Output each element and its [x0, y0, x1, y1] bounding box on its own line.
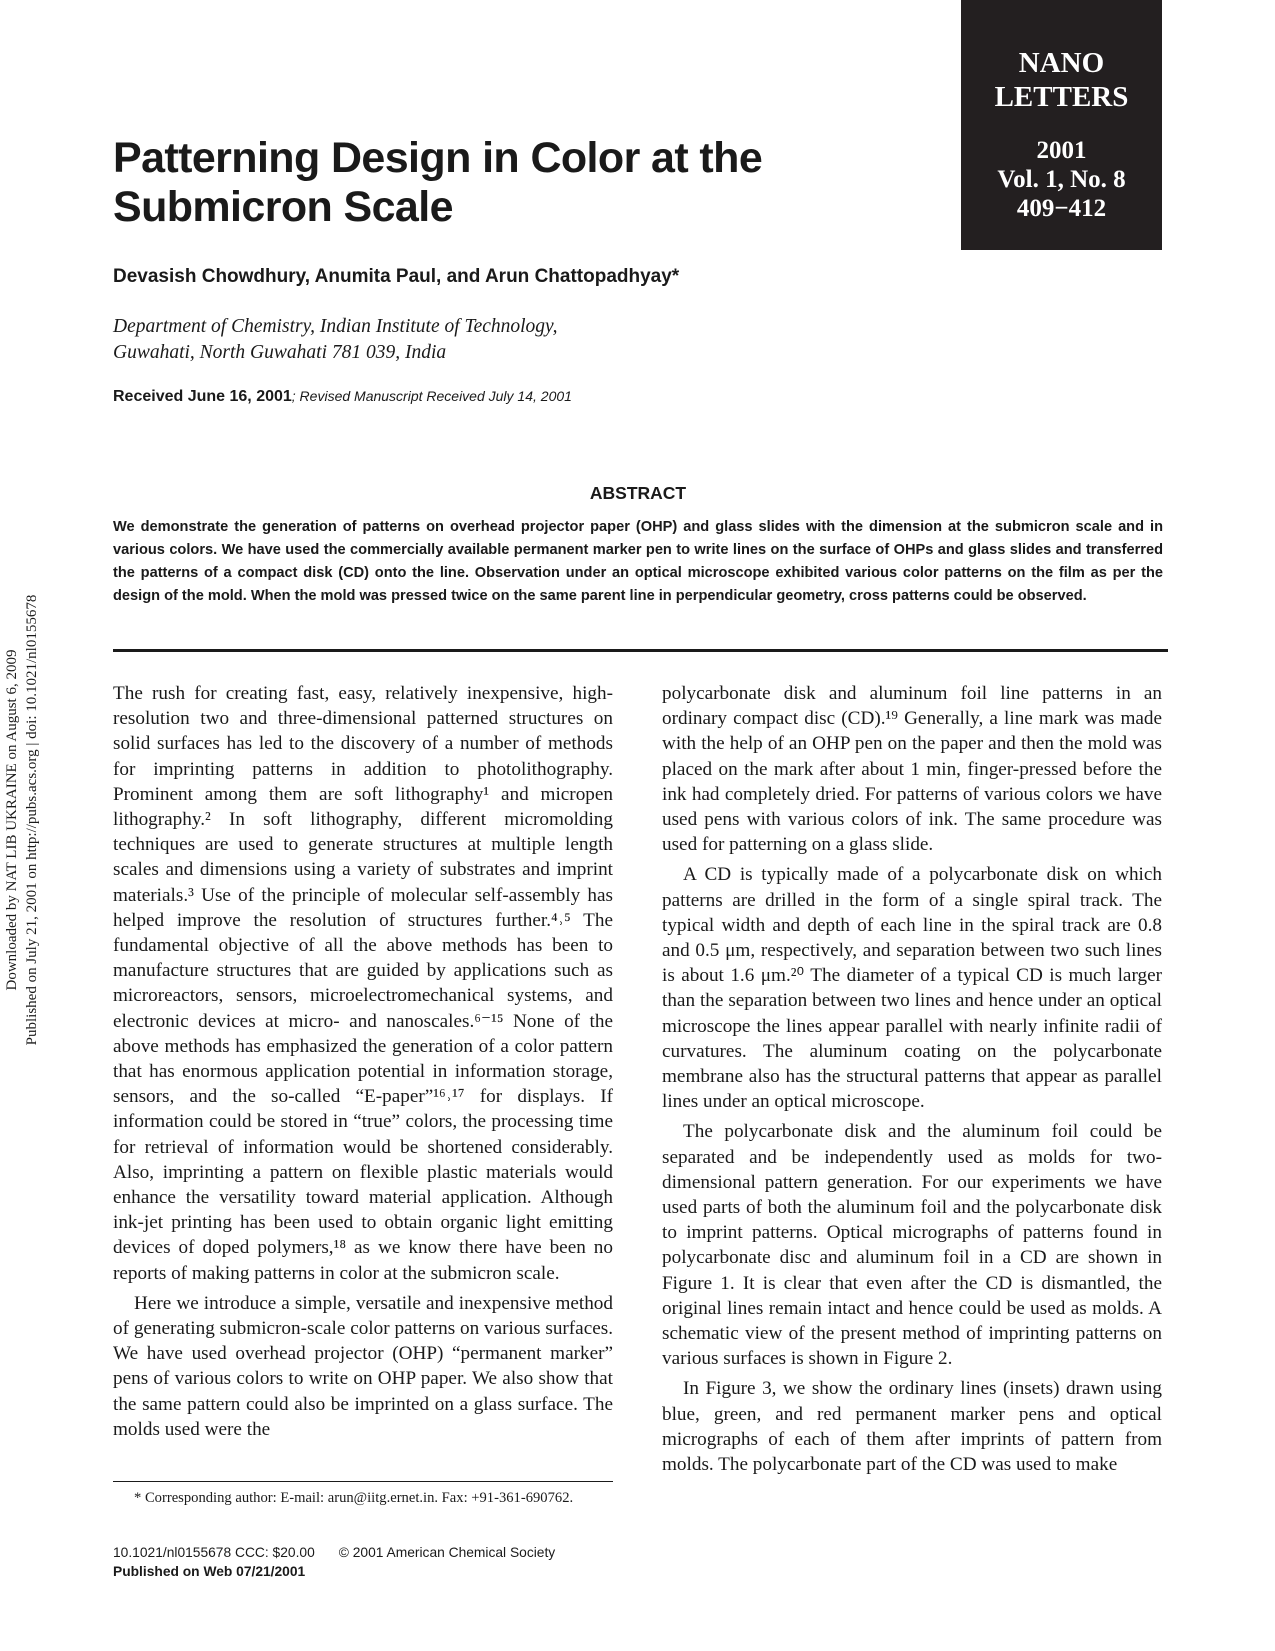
revised-date: ; Revised Manuscript Received July 14, 2001 [291, 388, 572, 404]
affiliation-line1: Department of Chemistry, Indian Institute of Technology, [113, 316, 558, 337]
manuscript-dates [113, 388, 572, 406]
journal-pages: 409−412 [1016, 195, 1107, 222]
affiliation-line2: Guwahati, North Guwahati 781 039, India [113, 342, 447, 363]
abstract-divider [113, 649, 1168, 652]
copyright-text: © 2001 American Chemical Society [338, 1545, 556, 1560]
journal-badge [961, 0, 1162, 250]
download-watermark [2, 560, 46, 1080]
abstract-heading: ABSTRACT [589, 483, 687, 503]
body-column-right [662, 681, 1162, 1477]
download-watermark-line2: Published on July 21, 2001 on http://pubs.acs.org | doi: 10.1021/nl0155678 [24, 594, 40, 1046]
journal-issue-info [961, 136, 1162, 223]
author-affiliation [113, 314, 558, 366]
body-paragraph-5: The polycarbonate disk and the aluminum foil could be separated and be independently used as molds for two-dimensional pattern generation. For our experiments we have used parts of both the aluminum foil and the polycarbonate disk to imprint patterns. Optical micrographs of patterns found in polycarbonate disc and aluminum foil in a CD are shown in Figure 1. It is clear that even after the CD is dismantled, the original lines remain intact and hence could be used as molds. A schematic view of the present method of imprinting patterns on various surfaces is shown in Figure 2. [662, 1121, 1162, 1370]
doi-copyright-line [113, 1545, 555, 1560]
journal-volume: Vol. 1, No. 8 [997, 166, 1126, 193]
received-date: Received June 16, 2001 [113, 388, 292, 405]
journal-name [961, 46, 1162, 114]
corresponding-author-footnote: * Corresponding author: E-mail: arun@iitg.ernet.in. Fax: +91-361-690762. [134, 1490, 574, 1506]
body-paragraph-3: polycarbonate disk and aluminum foil line patterns in an ordinary compact disc (CD).¹⁹ Generally, a line mark was made with the help of an OHP pen on the paper and then the mold was placed on the mark after about 1 min, finger-pressed before the ink had completely dried. For patterns of various colors we have used pens with various colors of ink. The same procedure was used for patterning on a glass slide. [662, 683, 1162, 856]
download-watermark-line1: Downloaded by NAT LIB UKRAINE on August 6, 2009 [4, 649, 20, 991]
doi-text: 10.1021/nl0155678 CCC: $20.00 [113, 1545, 315, 1560]
body-paragraph-6: In Figure 3, we show the ordinary lines (insets) drawn using blue, green, and red permanent marker pens and optical micrographs of each of them after imprints of pattern from molds. The polycarbonate part of the CD was used to make [662, 1378, 1162, 1476]
published-on-web: Published on Web 07/21/2001 [113, 1564, 306, 1579]
body-paragraph-2: Here we introduce a simple, versatile and inexpensive method of generating submicron-scale color patterns on various surfaces. We have used overhead projector (OHP) “permanent marker” pens of various colors to write on OHP paper. We also show that the same pattern could also be imprinted on a glass surface. The molds used were the [113, 1292, 613, 1440]
body-paragraph-4: A CD is typically made of a polycarbonate disk on which patterns are drilled in the form of a single spiral track. The typical width and depth of each line in the spiral track are 0.8 and 0.5 μm, respectively, and separation between two such lines is about 1.6 μm.²⁰ The diameter of a typical CD is much larger than the separation between two lines and hence under an optical microscope the lines appear parallel with nearly infinite radii of curvatures. The aluminum coating on the polycarbonate membrane also has the structural patterns that appear as parallel lines under an optical microscope. [662, 864, 1162, 1113]
journal-year: 2001 [1036, 137, 1087, 164]
journal-name-line2: LETTERS [994, 81, 1129, 113]
footnote-divider [113, 1481, 613, 1482]
article-authors: Devasish Chowdhury, Anumita Paul, and Arun Chattopadhyay* [113, 266, 680, 287]
body-paragraph-1: The rush for creating fast, easy, relatively inexpensive, high-resolution two and three-dimensional patterned structures on solid surfaces has led to the discovery of a number of methods for imprinting patterns in addition to photolithography. Prominent among them are soft lithography¹ and micropen lithography.² In soft lithography, different micromolding techniques are used to generate structures at multiple length scales and dimensions using a variety of substrates and imprint materials.³ Use of the principle of molecular self-assembly has helped improve the resolution of structures further.⁴˒⁵ The fundamental objective of all the above methods has been to manufacture structures that are guided by applications such as microreactors, sensors, microelectromechanical systems, and electronic devices at micro- and nanoscales.⁶⁻¹⁵ None of the above methods has emphasized the generation of a color pattern that has enormous application potential in information storage, sensors, and the so-called “E-paper”¹⁶˒¹⁷ for displays. If information could be stored in “true” colors, the processing time for retrieval of information would be shortened considerably. Also, imprinting a pattern on flexible plastic materials would enhance the versatility toward material application. Although ink-jet printing has been used to obtain organic light emitting devices of doped polymers,¹⁸ as we know there have been no reports of making patterns in color at the submicron scale. [113, 683, 613, 1284]
journal-name-line1: NANO [1018, 47, 1105, 79]
abstract-text: We demonstrate the generation of patterns on overhead projector paper (OHP) and glass slides with the dimension at the submicron scale and in various colors. We have used the commercially available permanent marker pen to write lines on the surface of OHPs and glass slides and transferred the patterns of a compact disk (CD) onto the line. Observation under an optical microscope exhibited various color patterns on the film as per the design of the mold. When the mold was pressed twice on the same parent line in perpendicular geometry, cross patterns could be observed. [113, 519, 1163, 604]
body-column-left [113, 681, 613, 1442]
article-title: Patterning Design in Color at the Submicron Scale [113, 134, 763, 231]
